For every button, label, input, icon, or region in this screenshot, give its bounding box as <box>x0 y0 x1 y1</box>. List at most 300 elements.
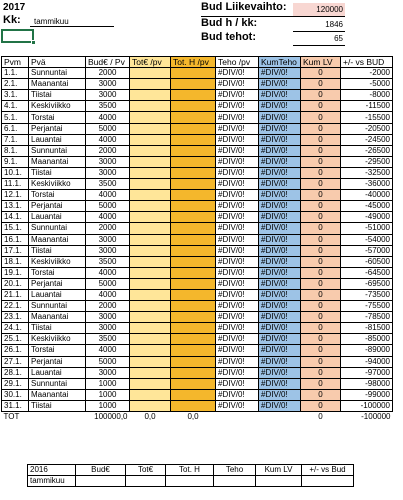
cell-date[interactable]: 26.1. <box>2 345 29 356</box>
cell-kumteho[interactable]: #DIV/0! <box>259 101 301 112</box>
cell-diff[interactable]: -54000 <box>341 234 393 245</box>
cell-tot[interactable] <box>130 167 171 178</box>
cell-bud[interactable]: 5000 <box>86 356 130 367</box>
cell-tot[interactable] <box>130 234 171 245</box>
cell-diff[interactable]: -99000 <box>341 389 393 400</box>
cell-kumlv[interactable]: 0 <box>301 367 341 378</box>
cell-toth[interactable] <box>171 267 216 278</box>
bud-tehot-value[interactable]: 65 <box>334 34 343 43</box>
cell-kumlv[interactable]: 0 <box>301 256 341 267</box>
cell-day[interactable]: Lauantai <box>29 367 86 378</box>
cell-diff[interactable]: -94000 <box>341 356 393 367</box>
cell-bud[interactable]: 3000 <box>86 312 130 323</box>
cell-bud[interactable]: 3000 <box>86 234 130 245</box>
cell-kumteho[interactable]: #DIV/0! <box>259 323 301 334</box>
cell-kumteho[interactable]: #DIV/0! <box>259 301 301 312</box>
cell-kumlv[interactable]: 0 <box>301 190 341 201</box>
cell-diff[interactable]: -2000 <box>341 68 393 79</box>
cell-tot[interactable] <box>130 156 171 167</box>
cell-kumlv[interactable]: 0 <box>301 167 341 178</box>
cell-kumlv[interactable]: 0 <box>301 112 341 123</box>
cell-teho[interactable]: #DIV/0! <box>216 256 259 267</box>
cell-diff[interactable]: -85000 <box>341 334 393 345</box>
cell-day[interactable]: Torstai <box>29 345 86 356</box>
cell-kumlv[interactable]: 0 <box>301 201 341 212</box>
cell-kumteho[interactable]: #DIV/0! <box>259 134 301 145</box>
bud-liikevaihto-value[interactable]: 120000 <box>293 3 345 16</box>
cell-date[interactable]: 5.1. <box>2 112 29 123</box>
cell-kumteho[interactable]: #DIV/0! <box>259 145 301 156</box>
cell-tot[interactable] <box>130 112 171 123</box>
cell-day[interactable]: Maanantai <box>29 156 86 167</box>
cell-day[interactable]: Maanantai <box>29 79 86 90</box>
cell-diff[interactable]: -57000 <box>341 245 393 256</box>
summary-month[interactable]: tammikuu <box>28 476 76 487</box>
cell-tot[interactable] <box>130 378 171 389</box>
cell-day[interactable]: Sunnuntai <box>29 301 86 312</box>
cell-kumlv[interactable]: 0 <box>301 134 341 145</box>
totals-toth[interactable]: 0,0 <box>171 412 216 423</box>
cell-date[interactable]: 23.1. <box>2 312 29 323</box>
cell-kumlv[interactable]: 0 <box>301 312 341 323</box>
cell-kumteho[interactable]: #DIV/0! <box>259 112 301 123</box>
cell-kumlv[interactable]: 0 <box>301 378 341 389</box>
cell-teho[interactable]: #DIV/0! <box>216 312 259 323</box>
cell-day[interactable]: Lauantai <box>29 289 86 300</box>
cell-tot[interactable] <box>130 123 171 134</box>
summary-cell[interactable] <box>256 476 302 487</box>
cell-tot[interactable] <box>130 212 171 223</box>
month-value[interactable]: tammikuu <box>34 17 69 26</box>
cell-diff[interactable]: -73500 <box>341 289 393 300</box>
cell-date[interactable]: 31.1. <box>2 400 29 411</box>
cell-diff[interactable]: -20500 <box>341 123 393 134</box>
cell-tot[interactable] <box>130 134 171 145</box>
cell-bud[interactable]: 2000 <box>86 68 130 79</box>
cell-teho[interactable]: #DIV/0! <box>216 123 259 134</box>
totals-cell[interactable] <box>29 412 86 423</box>
summary-col-toth[interactable]: Tot. H <box>166 465 214 476</box>
cell-tot[interactable] <box>130 223 171 234</box>
cell-kumlv[interactable]: 0 <box>301 334 341 345</box>
cell-tot[interactable] <box>130 256 171 267</box>
cell-teho[interactable]: #DIV/0! <box>216 323 259 334</box>
cell-kumlv[interactable]: 0 <box>301 90 341 101</box>
cell-day[interactable]: Perjantai <box>29 123 86 134</box>
cell-diff[interactable]: -36000 <box>341 179 393 190</box>
cell-diff[interactable]: -51000 <box>341 223 393 234</box>
col-teho[interactable]: Teho /pv <box>216 57 259 68</box>
cell-day[interactable]: Keskiviikko <box>29 101 86 112</box>
cell-day[interactable]: Torstai <box>29 267 86 278</box>
cell-teho[interactable]: #DIV/0! <box>216 179 259 190</box>
cell-teho[interactable]: #DIV/0! <box>216 278 259 289</box>
cell-kumteho[interactable]: #DIV/0! <box>259 190 301 201</box>
cell-toth[interactable] <box>171 345 216 356</box>
cell-tot[interactable] <box>130 289 171 300</box>
cell-date[interactable]: 4.1. <box>2 101 29 112</box>
cell-toth[interactable] <box>171 156 216 167</box>
cell-teho[interactable]: #DIV/0! <box>216 90 259 101</box>
cell-toth[interactable] <box>171 79 216 90</box>
cell-teho[interactable]: #DIV/0! <box>216 267 259 278</box>
cell-diff[interactable]: -29500 <box>341 156 393 167</box>
cell-date[interactable]: 6.1. <box>2 123 29 134</box>
cell-kumteho[interactable]: #DIV/0! <box>259 334 301 345</box>
cell-toth[interactable] <box>171 245 216 256</box>
cell-bud[interactable]: 4000 <box>86 134 130 145</box>
cell-kumteho[interactable]: #DIV/0! <box>259 278 301 289</box>
cell-kumteho[interactable]: #DIV/0! <box>259 256 301 267</box>
cell-kumlv[interactable]: 0 <box>301 179 341 190</box>
summary-col-tot[interactable]: Tot€ <box>126 465 166 476</box>
cell-teho[interactable]: #DIV/0! <box>216 212 259 223</box>
cell-teho[interactable]: #DIV/0! <box>216 68 259 79</box>
col-toth[interactable]: Tot. H /pv <box>171 57 216 68</box>
cell-kumlv[interactable]: 0 <box>301 234 341 245</box>
totals-cell[interactable] <box>216 412 259 423</box>
cell-day[interactable]: Tiistai <box>29 400 86 411</box>
cell-tot[interactable] <box>130 267 171 278</box>
cell-toth[interactable] <box>171 90 216 101</box>
cell-day[interactable]: Sunnuntai <box>29 378 86 389</box>
cell-tot[interactable] <box>130 68 171 79</box>
cell-diff[interactable]: -11500 <box>341 101 393 112</box>
cell-toth[interactable] <box>171 167 216 178</box>
cell-date[interactable]: 7.1. <box>2 134 29 145</box>
cell-kumlv[interactable]: 0 <box>301 301 341 312</box>
cell-toth[interactable] <box>171 356 216 367</box>
cell-bud[interactable]: 5000 <box>86 123 130 134</box>
cell-bud[interactable]: 3000 <box>86 90 130 101</box>
cell-tot[interactable] <box>130 312 171 323</box>
cell-kumteho[interactable]: #DIV/0! <box>259 212 301 223</box>
cell-bud[interactable]: 4000 <box>86 112 130 123</box>
cell-diff[interactable]: -69500 <box>341 278 393 289</box>
cell-diff[interactable]: -60500 <box>341 256 393 267</box>
col-tot[interactable]: Tot€ /pv <box>130 57 171 68</box>
cell-toth[interactable] <box>171 334 216 345</box>
cell-kumlv[interactable]: 0 <box>301 101 341 112</box>
cell-date[interactable]: 2.1. <box>2 79 29 90</box>
cell-bud[interactable]: 3500 <box>86 256 130 267</box>
cell-date[interactable]: 16.1. <box>2 234 29 245</box>
cell-day[interactable]: Perjantai <box>29 356 86 367</box>
cell-kumlv[interactable]: 0 <box>301 278 341 289</box>
cell-bud[interactable]: 1000 <box>86 378 130 389</box>
cell-bud[interactable]: 3000 <box>86 167 130 178</box>
cell-toth[interactable] <box>171 389 216 400</box>
cell-kumteho[interactable]: #DIV/0! <box>259 223 301 234</box>
cell-date[interactable]: 18.1. <box>2 256 29 267</box>
cell-day[interactable]: Sunnuntai <box>29 223 86 234</box>
cell-teho[interactable]: #DIV/0! <box>216 79 259 90</box>
summary-cell[interactable] <box>214 476 256 487</box>
cell-teho[interactable]: #DIV/0! <box>216 289 259 300</box>
cell-day[interactable]: Tiistai <box>29 323 86 334</box>
cell-day[interactable]: Torstai <box>29 112 86 123</box>
cell-teho[interactable]: #DIV/0! <box>216 389 259 400</box>
cell-teho[interactable]: #DIV/0! <box>216 356 259 367</box>
cell-kumlv[interactable]: 0 <box>301 223 341 234</box>
cell-date[interactable]: 8.1. <box>2 145 29 156</box>
col-diff[interactable]: +/- vs BUD <box>341 57 393 68</box>
cell-tot[interactable] <box>130 345 171 356</box>
cell-tot[interactable] <box>130 101 171 112</box>
cell-kumteho[interactable]: #DIV/0! <box>259 90 301 101</box>
cell-kumteho[interactable]: #DIV/0! <box>259 68 301 79</box>
cell-tot[interactable] <box>130 190 171 201</box>
cell-day[interactable]: Lauantai <box>29 134 86 145</box>
cell-kumlv[interactable]: 0 <box>301 212 341 223</box>
totals-label[interactable]: TOT <box>2 412 29 423</box>
cell-day[interactable]: Keskiviikko <box>29 334 86 345</box>
fill-handle[interactable] <box>31 40 36 45</box>
cell-day[interactable]: Keskiviikko <box>29 256 86 267</box>
cell-toth[interactable] <box>171 223 216 234</box>
cell-day[interactable]: Perjantai <box>29 278 86 289</box>
cell-teho[interactable]: #DIV/0! <box>216 378 259 389</box>
cell-kumteho[interactable]: #DIV/0! <box>259 234 301 245</box>
cell-toth[interactable] <box>171 123 216 134</box>
cell-toth[interactable] <box>171 367 216 378</box>
cell-bud[interactable]: 4000 <box>86 289 130 300</box>
cell-teho[interactable]: #DIV/0! <box>216 156 259 167</box>
summary-col-diff[interactable]: +/- vs Bud <box>302 465 354 476</box>
cell-toth[interactable] <box>171 323 216 334</box>
cell-date[interactable]: 9.1. <box>2 156 29 167</box>
cell-teho[interactable]: #DIV/0! <box>216 334 259 345</box>
cell-bud[interactable]: 1000 <box>86 400 130 411</box>
cell-teho[interactable]: #DIV/0! <box>216 223 259 234</box>
cell-teho[interactable]: #DIV/0! <box>216 400 259 411</box>
cell-toth[interactable] <box>171 234 216 245</box>
cell-day[interactable]: Torstai <box>29 190 86 201</box>
cell-diff[interactable]: -49000 <box>341 212 393 223</box>
cell-bud[interactable]: 3000 <box>86 245 130 256</box>
totals-kumlv[interactable]: 0 <box>301 412 341 423</box>
totals-bud[interactable]: 100000,0 <box>86 412 130 423</box>
cell-tot[interactable] <box>130 323 171 334</box>
cell-teho[interactable]: #DIV/0! <box>216 167 259 178</box>
cell-kumlv[interactable]: 0 <box>301 145 341 156</box>
cell-bud[interactable]: 5000 <box>86 278 130 289</box>
cell-date[interactable]: 25.1. <box>2 334 29 345</box>
cell-bud[interactable]: 4000 <box>86 345 130 356</box>
cell-tot[interactable] <box>130 245 171 256</box>
cell-diff[interactable]: -75500 <box>341 301 393 312</box>
cell-kumlv[interactable]: 0 <box>301 123 341 134</box>
totals-cell[interactable] <box>259 412 301 423</box>
cell-day[interactable]: Keskiviikko <box>29 179 86 190</box>
bud-hours-value[interactable]: 1846 <box>325 20 343 29</box>
cell-date[interactable]: 27.1. <box>2 356 29 367</box>
cell-teho[interactable]: #DIV/0! <box>216 234 259 245</box>
summary-year[interactable]: 2016 <box>28 465 76 476</box>
cell-kumlv[interactable]: 0 <box>301 267 341 278</box>
cell-teho[interactable]: #DIV/0! <box>216 345 259 356</box>
cell-toth[interactable] <box>171 212 216 223</box>
cell-diff[interactable]: -32500 <box>341 167 393 178</box>
cell-toth[interactable] <box>171 134 216 145</box>
cell-bud[interactable]: 3000 <box>86 323 130 334</box>
cell-day[interactable]: Maanantai <box>29 312 86 323</box>
cell-teho[interactable]: #DIV/0! <box>216 245 259 256</box>
cell-date[interactable]: 15.1. <box>2 223 29 234</box>
cell-teho[interactable]: #DIV/0! <box>216 301 259 312</box>
cell-teho[interactable]: #DIV/0! <box>216 134 259 145</box>
cell-bud[interactable]: 1000 <box>86 389 130 400</box>
cell-diff[interactable]: -8000 <box>341 90 393 101</box>
cell-bud[interactable]: 2000 <box>86 145 130 156</box>
cell-kumteho[interactable]: #DIV/0! <box>259 289 301 300</box>
cell-date[interactable]: 17.1. <box>2 245 29 256</box>
cell-toth[interactable] <box>171 278 216 289</box>
cell-kumteho[interactable]: #DIV/0! <box>259 389 301 400</box>
cell-day[interactable]: Maanantai <box>29 389 86 400</box>
cell-tot[interactable] <box>130 278 171 289</box>
cell-kumteho[interactable]: #DIV/0! <box>259 267 301 278</box>
cell-kumteho[interactable]: #DIV/0! <box>259 179 301 190</box>
cell-tot[interactable] <box>130 367 171 378</box>
cell-kumteho[interactable]: #DIV/0! <box>259 123 301 134</box>
cell-toth[interactable] <box>171 289 216 300</box>
cell-date[interactable]: 1.1. <box>2 68 29 79</box>
cell-date[interactable]: 10.1. <box>2 167 29 178</box>
cell-diff[interactable]: -98000 <box>341 378 393 389</box>
cell-toth[interactable] <box>171 400 216 411</box>
cell-bud[interactable]: 3500 <box>86 334 130 345</box>
summary-col-teho[interactable]: Teho <box>214 465 256 476</box>
cell-date[interactable]: 24.1. <box>2 323 29 334</box>
cell-toth[interactable] <box>171 256 216 267</box>
cell-date[interactable]: 21.1. <box>2 289 29 300</box>
cell-diff[interactable]: -89000 <box>341 345 393 356</box>
cell-bud[interactable]: 4000 <box>86 212 130 223</box>
cell-teho[interactable]: #DIV/0! <box>216 145 259 156</box>
col-bud[interactable]: Bud€ / Pv <box>86 57 130 68</box>
cell-date[interactable]: 29.1. <box>2 378 29 389</box>
cell-kumteho[interactable]: #DIV/0! <box>259 378 301 389</box>
cell-kumteho[interactable]: #DIV/0! <box>259 356 301 367</box>
cell-bud[interactable]: 3500 <box>86 101 130 112</box>
cell-kumteho[interactable]: #DIV/0! <box>259 79 301 90</box>
summary-col-kumlv[interactable]: Kum LV <box>256 465 302 476</box>
cell-bud[interactable]: 4000 <box>86 190 130 201</box>
cell-kumlv[interactable]: 0 <box>301 68 341 79</box>
cell-teho[interactable]: #DIV/0! <box>216 101 259 112</box>
cell-kumteho[interactable]: #DIV/0! <box>259 201 301 212</box>
cell-kumlv[interactable]: 0 <box>301 156 341 167</box>
cell-diff[interactable]: -64500 <box>341 267 393 278</box>
summary-cell[interactable] <box>302 476 354 487</box>
cell-date[interactable]: 12.1. <box>2 190 29 201</box>
cell-bud[interactable]: 3500 <box>86 179 130 190</box>
cell-kumteho[interactable]: #DIV/0! <box>259 312 301 323</box>
cell-bud[interactable]: 2000 <box>86 223 130 234</box>
cell-teho[interactable]: #DIV/0! <box>216 112 259 123</box>
cell-tot[interactable] <box>130 400 171 411</box>
cell-day[interactable]: Sunnuntai <box>29 68 86 79</box>
cell-bud[interactable]: 5000 <box>86 201 130 212</box>
cell-kumteho[interactable]: #DIV/0! <box>259 400 301 411</box>
cell-bud[interactable]: 4000 <box>86 267 130 278</box>
cell-kumteho[interactable]: #DIV/0! <box>259 167 301 178</box>
summary-cell[interactable] <box>76 476 126 487</box>
cell-day[interactable]: Tiistai <box>29 167 86 178</box>
cell-teho[interactable]: #DIV/0! <box>216 190 259 201</box>
cell-tot[interactable] <box>130 301 171 312</box>
cell-bud[interactable]: 3000 <box>86 156 130 167</box>
cell-diff[interactable]: -5000 <box>341 79 393 90</box>
cell-kumlv[interactable]: 0 <box>301 356 341 367</box>
cell-diff[interactable]: -100000 <box>341 400 393 411</box>
cell-date[interactable]: 28.1. <box>2 367 29 378</box>
cell-tot[interactable] <box>130 145 171 156</box>
selected-cell[interactable] <box>1 29 34 43</box>
cell-kumlv[interactable]: 0 <box>301 389 341 400</box>
cell-kumteho[interactable]: #DIV/0! <box>259 156 301 167</box>
cell-bud[interactable]: 3000 <box>86 367 130 378</box>
cell-kumlv[interactable]: 0 <box>301 289 341 300</box>
cell-diff[interactable]: -97000 <box>341 367 393 378</box>
cell-date[interactable]: 14.1. <box>2 212 29 223</box>
cell-diff[interactable]: -40000 <box>341 190 393 201</box>
cell-kumlv[interactable]: 0 <box>301 79 341 90</box>
summary-col-bud[interactable]: Bud€ <box>76 465 126 476</box>
cell-kumteho[interactable]: #DIV/0! <box>259 367 301 378</box>
cell-tot[interactable] <box>130 334 171 345</box>
col-kumteho[interactable]: KumTeho <box>259 57 301 68</box>
cell-toth[interactable] <box>171 190 216 201</box>
cell-tot[interactable] <box>130 79 171 90</box>
cell-toth[interactable] <box>171 101 216 112</box>
cell-day[interactable]: Lauantai <box>29 212 86 223</box>
cell-toth[interactable] <box>171 68 216 79</box>
cell-kumteho[interactable]: #DIV/0! <box>259 245 301 256</box>
summary-cell[interactable] <box>126 476 166 487</box>
cell-day[interactable]: Sunnuntai <box>29 145 86 156</box>
totals-diff[interactable]: -100000 <box>341 412 393 423</box>
cell-tot[interactable] <box>130 179 171 190</box>
cell-toth[interactable] <box>171 179 216 190</box>
cell-diff[interactable]: -78500 <box>341 312 393 323</box>
cell-diff[interactable]: -81500 <box>341 323 393 334</box>
cell-date[interactable]: 3.1. <box>2 90 29 101</box>
cell-kumlv[interactable]: 0 <box>301 323 341 334</box>
summary-cell[interactable] <box>166 476 214 487</box>
cell-toth[interactable] <box>171 112 216 123</box>
cell-toth[interactable] <box>171 301 216 312</box>
cell-toth[interactable] <box>171 312 216 323</box>
cell-toth[interactable] <box>171 145 216 156</box>
cell-date[interactable]: 22.1. <box>2 301 29 312</box>
cell-tot[interactable] <box>130 389 171 400</box>
cell-day[interactable]: Perjantai <box>29 201 86 212</box>
cell-kumlv[interactable]: 0 <box>301 345 341 356</box>
cell-teho[interactable]: #DIV/0! <box>216 367 259 378</box>
cell-bud[interactable]: 2000 <box>86 301 130 312</box>
cell-date[interactable]: 19.1. <box>2 267 29 278</box>
cell-kumlv[interactable]: 0 <box>301 245 341 256</box>
cell-toth[interactable] <box>171 201 216 212</box>
col-kumlv[interactable]: Kum LV <box>301 57 341 68</box>
cell-kumlv[interactable]: 0 <box>301 400 341 411</box>
cell-diff[interactable]: -26500 <box>341 145 393 156</box>
cell-teho[interactable]: #DIV/0! <box>216 201 259 212</box>
cell-bud[interactable]: 3000 <box>86 79 130 90</box>
cell-tot[interactable] <box>130 90 171 101</box>
